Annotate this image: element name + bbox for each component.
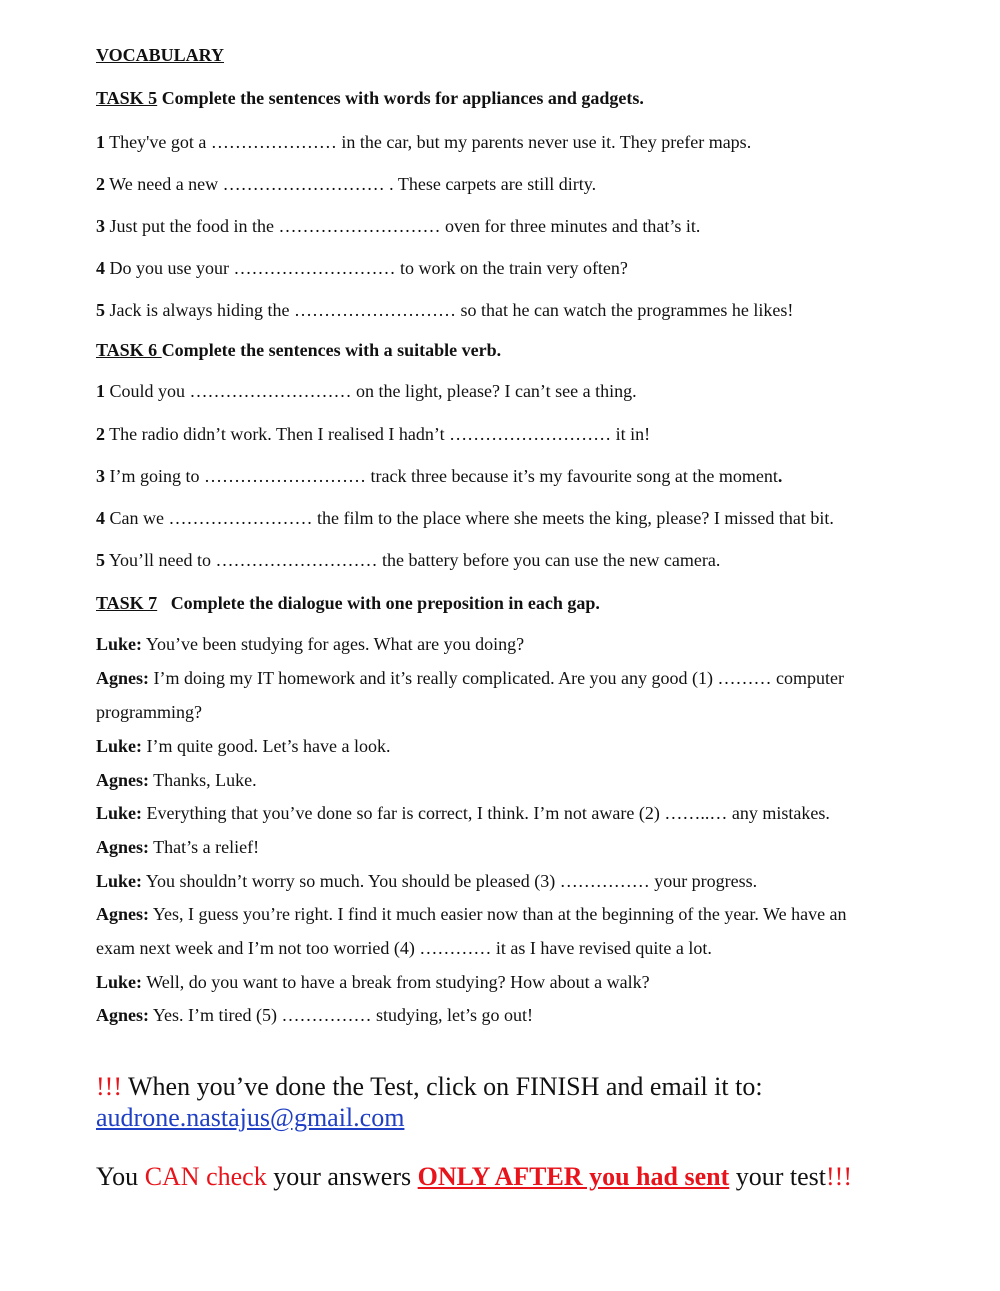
task6-label: TASK 6 <box>96 340 162 360</box>
dialogue-line <box>96 836 259 858</box>
speaker: Agnes: <box>96 770 149 790</box>
item-number: 5 <box>96 300 105 320</box>
task5-item <box>96 299 793 321</box>
dialogue-line <box>96 903 847 925</box>
dialogue-text: You shouldn’t worry so much. You should be pleased (3) …………… your progress. <box>142 871 758 891</box>
dialogue-text: Everything that you’ve done so far is correct, I think. I’m not aware (2) ……..… any mistakes. <box>142 803 830 823</box>
task5-heading <box>96 87 644 109</box>
item-end-period: . <box>777 466 783 486</box>
task7-label: TASK 7 <box>96 593 158 613</box>
task6-item <box>96 549 720 571</box>
task5-item <box>96 257 628 279</box>
task6-item <box>96 380 637 402</box>
speaker: Agnes: <box>96 904 149 924</box>
item-text: Can we …………………… the film to the place where she meets the king, please? I missed that bit. <box>105 508 834 528</box>
task6-item <box>96 423 650 445</box>
item-text: We need a new ……………………… . These carpets are still dirty. <box>105 174 597 194</box>
dialogue-line <box>96 1004 533 1026</box>
dialogue-text: I’m quite good. Let’s have a look. <box>142 736 391 756</box>
dialogue-text: I’m doing my IT homework and it’s really complicated. Are you any good (1) ……… computer <box>149 668 845 688</box>
dialogue-line <box>96 802 830 824</box>
dialogue-text: That’s a relief! <box>149 837 260 857</box>
item-text: The radio didn’t work. Then I realised I hadn’t ……………………… it in! <box>105 424 651 444</box>
exclamation-marks: !!! <box>96 1072 122 1101</box>
task6-item <box>96 465 782 487</box>
check-note <box>96 1162 852 1192</box>
page-title: VOCABULARY <box>96 45 225 65</box>
speaker: Luke: <box>96 803 143 823</box>
item-number: 1 <box>96 381 105 401</box>
item-number: 2 <box>96 174 105 194</box>
item-text: Could you ……………………… on the light, please? I can’t see a thing. <box>105 381 637 401</box>
item-number: 3 <box>96 466 105 486</box>
task5-item <box>96 215 700 237</box>
task5-label: TASK 5 <box>96 88 158 108</box>
item-text: Do you use your ……………………… to work on the train very often? <box>105 258 628 278</box>
speaker: Agnes: <box>96 668 149 688</box>
dialogue-text: Thanks, Luke. <box>149 770 257 790</box>
task5-item <box>96 173 596 195</box>
item-text: Just put the food in the ……………………… oven for three minutes and that’s it. <box>105 216 701 236</box>
item-number: 2 <box>96 424 105 444</box>
check-mid: your answers <box>266 1162 418 1191</box>
task6-heading <box>96 339 501 361</box>
item-number: 5 <box>96 550 105 570</box>
task7-instruction: Complete the dialogue with one preposition in each gap. <box>157 593 600 613</box>
item-number: 4 <box>96 258 105 278</box>
dialogue-line <box>96 633 524 655</box>
check-exclamation: !!! <box>826 1162 852 1191</box>
check-only-after: ONLY AFTER you had sent <box>417 1162 730 1191</box>
speaker: Luke: <box>96 634 143 654</box>
email-line <box>96 1103 404 1133</box>
dialogue-line <box>96 870 757 892</box>
dialogue-text: Well, do you want to have a break from studying? How about a walk? <box>142 972 650 992</box>
task5-item <box>96 131 751 153</box>
speaker: Luke: <box>96 972 143 992</box>
item-number: 4 <box>96 508 105 528</box>
check-you: You <box>96 1162 145 1191</box>
item-text: I’m going to ……………………… track three because it’s my favourite song at the moment <box>105 466 778 486</box>
finish-note <box>96 1072 763 1102</box>
dialogue-text: You’ve been studying for ages. What are you doing? <box>142 634 525 654</box>
task7-heading <box>96 592 600 614</box>
speaker: Luke: <box>96 871 143 891</box>
dialogue-line <box>96 667 844 689</box>
item-text: They've got a ………………… in the car, but my parents never use it. They prefer maps. <box>105 132 752 152</box>
task6-item <box>96 507 834 529</box>
check-end: your test <box>729 1162 826 1191</box>
dialogue-text: Yes. I’m tired (5) …………… studying, let’s go out! <box>149 1005 533 1025</box>
speaker: Luke: <box>96 736 143 756</box>
dialogue-line <box>96 769 257 791</box>
task6-instruction: Complete the sentences with a suitable verb. <box>161 340 502 360</box>
dialogue-line <box>96 735 390 757</box>
email-link[interactable]: audrone.nastajus@gmail.com <box>96 1103 405 1132</box>
dialogue-text: Yes, I guess you’re right. I find it much easier now than at the beginning of the year. We have an <box>149 904 847 924</box>
dialogue-line <box>96 971 650 993</box>
item-text: Jack is always hiding the ……………………… so that he can watch the programmes he likes! <box>105 300 794 320</box>
dialogue-continuation: exam next week and I’m not too worried (4) ………… it as I have revised quite a lot. <box>96 938 712 958</box>
finish-text: When you’ve done the Test, click on FINISH and email it to: <box>121 1072 763 1101</box>
task5-instruction: Complete the sentences with words for appliances and gadgets. <box>157 88 644 108</box>
dialogue-continuation: programming? <box>96 702 202 722</box>
item-number: 1 <box>96 132 105 152</box>
speaker: Agnes: <box>96 837 149 857</box>
item-text: You’ll need to ……………………… the battery before you can use the new camera. <box>105 550 721 570</box>
speaker: Agnes: <box>96 1005 149 1025</box>
check-can: CAN check <box>144 1162 267 1191</box>
item-number: 3 <box>96 216 105 236</box>
